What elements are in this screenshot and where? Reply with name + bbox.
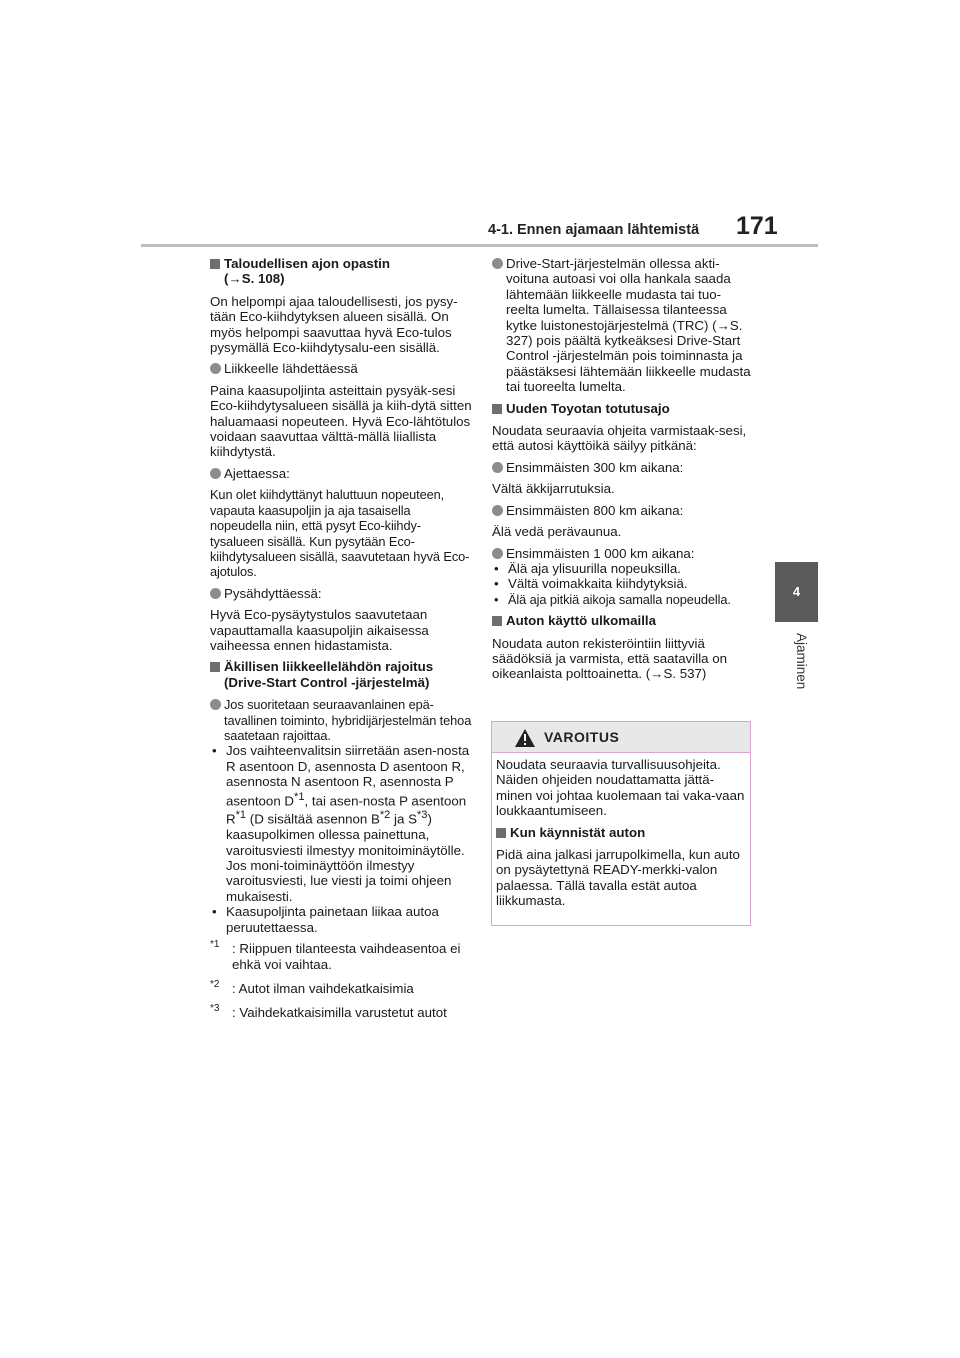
bullet-item: Ajettaessa: xyxy=(210,466,472,481)
page-number: 171 xyxy=(736,212,778,240)
bullet-item: Ensimmäisten 1 000 km aikana: xyxy=(492,546,754,561)
footnote: *2 : Autot ilman vaihdekatkaisimia xyxy=(210,978,414,996)
page-reference-link[interactable]: (→S. 108) xyxy=(224,271,285,287)
list-item: • Kaasupoljinta painetaan liikaa autoa peruutettaessa. xyxy=(210,904,472,935)
paragraph: Noudata seuraavia ohjeita varmistaak-sesi, että autosi käyttöikä säilyy pitkänä: xyxy=(492,423,747,454)
paragraph: Noudata seuraavia turvallisuusohjeita. Näiden ohjeiden noudattamatta jättä-minen voi johtaa kuolemaan tai vaka-vaan loukkaantumiseen. xyxy=(496,757,745,819)
list-item: • Älä aja ylisuurilla nopeuksilla. xyxy=(492,561,754,576)
bullet-item: Pysähdyttäessä: xyxy=(210,586,472,601)
paragraph: Paina kaasupoljinta asteittain pysyäk-sesi Eco-kiihdytysalueen sisällä ja kiih-dytä sitten haluamaasi nopeuteen. Hyvä Eco-lähtötulos voidaan saavuttaa välttä-mällä liiallista kiihdytystä. xyxy=(210,382,472,460)
header-rule xyxy=(141,244,818,247)
bullet-item: Ensimmäisten 300 km aikana: xyxy=(492,460,754,475)
bullet-item: Ensimmäisten 800 km aikana: xyxy=(492,503,754,518)
warning-header xyxy=(492,722,750,753)
list-item: • Jos vaihteenvalitsin siirretään asen-nosta R asentoon D, asennosta D asentoon R, asennosta N asentoon R, asennosta P asentoon $D^{*1}$, tai asen-nosta P asentoon $R^{*1}$ (D sisältää asennon $B^{*2}$ ja $S^{*3}$) kaasupolkimen ollessa painettuna, varoitusviesti ilmestyy monitoiminäytölle. Jos moni-toiminäyttöön ilmestyy varoitusviesti, lue viesti ja toimi ohjeen mukaisesti. xyxy=(210,743,472,904)
paragraph: Kun olet kiihdyttänyt haluttuun nopeuteen, vapauta kaasupoljin ja aja tasaisella nopeudella niin, että pysyt Eco-kiihdy-tysalueen sisällä. Kun pysytään Eco-kiihdytysalueen sisällä, saavutetaan hyvä Eco-ajotulos. xyxy=(210,487,470,580)
paragraph: Noudata auton rekisteröintiin liittyviä säädöksiä ja varmista, että saatavilla on oikeanlaista polttoainetta. (→S. 537) xyxy=(492,635,728,682)
paragraph: On helpompi ajaa taloudellisesti, jos pysy-tään Eco-kiihdytyksen alueen sisällä. On myös helpompi saavuttaa hyvä Eco-tulos pysymällä Eco-kiihdytysalu-een sisällä. xyxy=(210,293,458,356)
paragraph: Vältä äkkijarrutuksia. xyxy=(492,481,615,497)
bullet-item: Drive-Start-järjestelmän ollessa akti-voituna autoasi voi olla hankala saada lähtemään liikkeelle mudasta tai tuo-reelta lumelta. Tällaisessa tilanteessa kytke luistonestojärjestelmä (TRC) (→S. 327) pois päältä kytkeäksesi Drive-Start Control -järjestelmän pois toiminnasta ja päästäksesi lähtemään liikkeelle mudasta tai tuoreelta lumelta. xyxy=(492,256,754,395)
footnote: *3 : Vaihdekatkaisimilla varustetut autot xyxy=(210,1003,447,1021)
paragraph: Hyvä Eco-pysäytystulos saavutetaan vapauttamalla kaasupoljin aikaisessa vaiheessa ennen hidastamista. xyxy=(210,607,429,653)
warning-body xyxy=(492,753,750,909)
right-column xyxy=(492,256,754,688)
list-item: • Vältä voimakkaita kiihdytyksiä. xyxy=(492,576,754,591)
chapter-label: Ajaminen xyxy=(794,633,809,690)
section-heading xyxy=(210,256,472,287)
section-heading: Kun käynnistät auton xyxy=(496,825,746,840)
dot-list xyxy=(210,743,472,935)
section-heading: Auton käyttö ulkomailla xyxy=(492,613,754,628)
left-column xyxy=(210,256,472,1030)
header-section-title: 4-1. Ennen ajamaan lähtemistä xyxy=(488,222,700,238)
dot-list xyxy=(492,561,754,607)
warning-triangle-icon xyxy=(514,728,536,748)
heading-text: Taloudellisen ajon opastin xyxy=(224,256,390,271)
warning-box xyxy=(491,721,751,926)
section-heading: Äkillisen liikkeellelähdön rajoitus (Drive-Start Control -järjestelmä) xyxy=(210,659,472,690)
section-heading: Uuden Toyotan totutusajo xyxy=(492,401,754,416)
paragraph: Pidä aina jalkasi jarrupolkimella, kun auto on pysäytettynä READY-merkki-valon palaessa. Tällä tavalla estät autoa liikkumasta. xyxy=(496,847,740,909)
bullet-item: Liikkeelle lähdettäessä xyxy=(210,361,472,376)
list-item: • Älä aja pitkiä aikoja samalla nopeudella. xyxy=(492,592,754,607)
paragraph: Älä vedä perävaunua. xyxy=(492,524,622,540)
chapter-tab[interactable]: 4 xyxy=(775,562,818,622)
bullet-item: Jos suoritetaan seuraavanlainen epä-tavallinen toiminto, hybridijärjestelmän tehoa saatetaan rajoittaa. xyxy=(210,697,472,743)
footnote: *1 : Riippuen tilanteesta vaihdeasentoa ei ehkä voi vaihtaa. xyxy=(210,939,461,972)
warning-label: VAROITUS xyxy=(544,729,620,745)
